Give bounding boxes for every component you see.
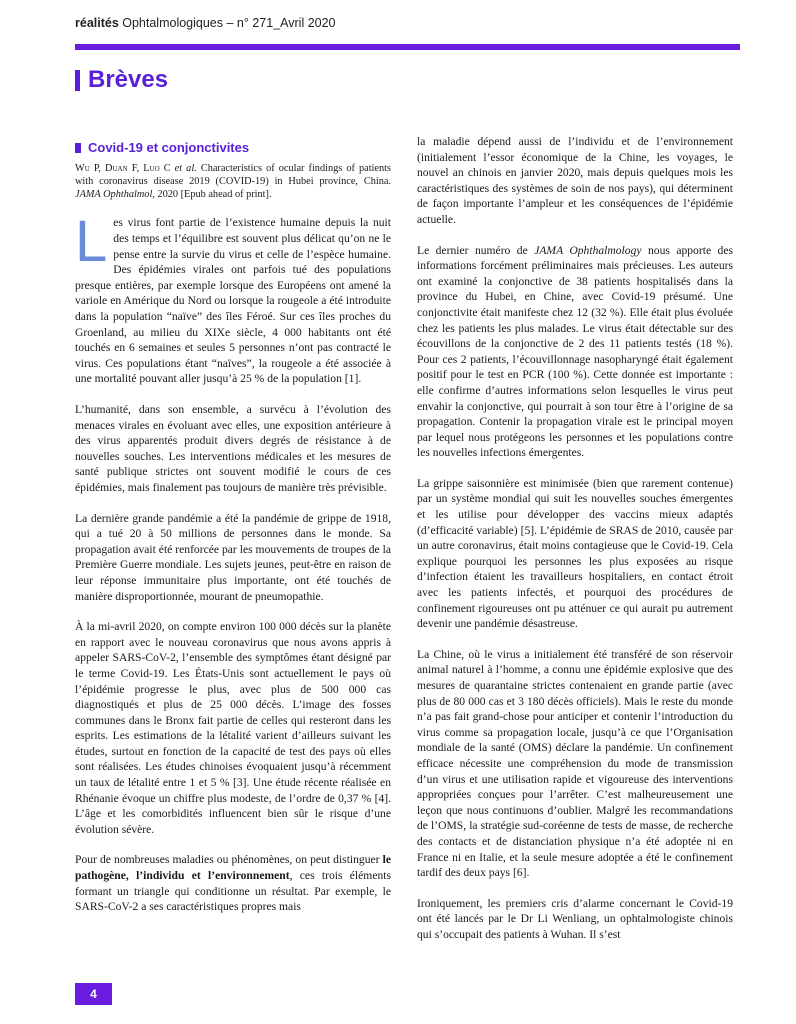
left-column bbox=[75, 140, 391, 930]
paragraph-2: L’humanité, dans son ensemble, a survécu à l’évolution des menaces virales en évoluant avec elles, une exposition antérieure à des virus apparentés produit divers degrés de résistance à de nouvelles souches. Les interventions médicales et les mesures de santé publique strictes ont souvent modifié le cours de ces épidémies, mais finalement pas toujours de manière très prévisible. bbox=[75, 403, 391, 494]
ref-journal: JAMA Ophthalmol bbox=[75, 189, 153, 201]
article-title-marker bbox=[75, 143, 81, 153]
paragraph-r4: La Chine, où le virus a initialement été transféré de son réservoir animal naturel à l’homme, a connu une épidémie explosive que des mesures de quarantaine strictes contenaient en grande partie (avec plus de 80 000 cas et 3 180 décès officiels). Mais le reste du monde n’a pas fait grand-chose pour anticiper et contenir l’introduction du virus comme sa propagation locale, jusqu’à ce que l’Organisation mondiale de la santé (OMS) déclare la pandémie. Un confinement efficace nécessite une compréhension du mode de transmission d’un virus et une utilisation rapide et vigoureuse des interventions appropriées conçues pour l’arrêter. C’est malheureusement une leçon que nous continuons d’oublier. Malgré les recommandations de l’OMS, la stratégie sud-coréenne de tests de masse, de recherche des contacts et de distanciation physique n’a été adoptée ni en France ni en Italie, et la seule mesure adoptée a été le confinement tardif des deux pays [6]. bbox=[417, 647, 733, 880]
r2-end: nous apporte des informations forcément préliminaires mais précieuses. Les auteurs ont examiné la conjonctive de 38 patients hospitalisés dans la province du Hubei, en Chine, avec Covid-19 présumé. Une conjonctivite était manifeste chez 12 (32 %). Elle était plus évoluée chez les patients les plus malades. Le virus était détectable sur des écouvillons de la conjonctive de 2 des 11 patients testés (18 %). Pour ces 2 patients, l’écouvillonnage nasopharyngé était également positif pour le test en PCR (100 %). Cette donnée est importante : elle confirme d’autres informations selon lesquelles le virus peut envahir la conjonctive, qui pourrait à son tour être à l’origine de sa propagation. Contenir la propagation virale est le principal moyen par lequel nous protégeons les personnes et les populations contre les nouvelles infections émergentes. bbox=[417, 243, 733, 460]
paragraph-r1: la maladie dépend aussi de l’individu et de l’environnement (initialement l’essor économique de la Chine, les voyages, le nouvel an chinois en janvier 2020, mais depuis quelques mois les caractéristiques des systèmes de soin de nos pays), qui déterminent de façon importante l’ampleur et les conséquences de l’épidémie actuelle. bbox=[417, 135, 733, 226]
running-header bbox=[75, 16, 336, 30]
ref-authors: Wu P, Duan F, Luo C bbox=[75, 162, 171, 174]
ref-end: , 2020 [Epub ahead of print]. bbox=[152, 189, 272, 201]
section-marker bbox=[75, 70, 80, 91]
header-rule bbox=[75, 44, 740, 50]
p5-start: Pour de nombreuses maladies ou phénomènes, on peut distinguer bbox=[75, 853, 383, 867]
paragraph-r3: La grippe saisonnière est minimisée (bien que rarement contenue) par un système mondial qui suit les nouvelles souches émergentes et les utilise pour développer des vaccins mieux adaptés (d’efficacité variable) [5]. L’épidémie de SRAS de 2010, causée par un autre coronavirus, était moins contagieuse que le Covid-19. Cela explique pourquoi les personnes les plus exposées au risque d’infection étaient les travailleurs hospitaliers, en contact étroit avec les patients infectés, et pourquoi des procédures de confinement rigoureuses ont pu atténuer ce qui aurait pu autrement devenir une pandémie désastreuse. bbox=[417, 476, 733, 631]
paragraph-1-text: es virus font partie de l’existence humaine depuis la nuit des temps et l’équilibre est souvent plus délicat qu’on ne le pense entre la survie du virus et celle de l’espèce humaine. Des épidémies virales ont parfois tué des populations presque entières, par exemple lorsque des Européens ont amené la variole en Amérique du Nord ou lorsque la rougeole a été introduite dans la population “naïve” des îles Féroé. Sur ces îles proches du Groenland, au milieu du XIXe siècle, 4 000 habitants ont été touchés en 6 semaines et seules 5 personnes n’ont pas contracté le virus. Ces populations étant “naïves”, la rougeole a été associée à une mortalité pouvant aller jusqu’à 25 % de la population [1]. bbox=[75, 216, 391, 386]
page-number: 4 bbox=[75, 983, 112, 1005]
paragraph-r2 bbox=[417, 243, 733, 461]
drop-cap: L bbox=[75, 209, 108, 275]
ref-etal: et al. bbox=[170, 162, 197, 174]
journal-issue: Ophtalmologiques – n° 271_Avril 2020 bbox=[118, 16, 336, 30]
paragraph-3: La dernière grande pandémie a été la pandémie de grippe de 1918, qui a tué 20 à 50 millions de personnes dans le monde. Sa propagation avait été renforcée par les mouvements de troupes de la Première Guerre mondiale. Les sujets jeunes, peut-être en raison de leur réponse immunitaire plus importante, ont été touchés de manière disproportionnée, mourant de pneumopathie. bbox=[75, 511, 391, 603]
paragraph-4: À la mi-avril 2020, on compte environ 100 000 décès sur la planète en rapport avec le nouveau coronavirus que nous avons appris à appeler SARS-CoV-2, l’ensemble des symptômes étant désigné par le terme Covid-19. Les États-Unis sont actuellement le pays où l’épidémie progresse le plus, avec plus de 500 000 cas diagnostiqués et plus de 25 000 décès. L’image des fosses communes dans le Bronx fait partie de celles qui resteront dans les esprits. Les estimations de la létalité varient d’ailleurs suivant les études, surtout en fonction de la capacité de test des pays où elles sont réalisées. Les études chinoises évoquaient jusqu’à récemment un taux de létalité entre 1 et 5 % [3]. Une étude récente réalisée en Rhénanie évoque un chiffre plus modeste, de l’ordre de 0,37 % [4]. L’âge et les comorbidités influencent bien sûr le risque d’une évolution sévère. bbox=[75, 620, 391, 836]
right-column bbox=[417, 134, 733, 958]
ref-text: Characteristics of ocular findings of patients with coronavirus disease 2019 (COVID-19) in Hubei province, China. bbox=[75, 162, 391, 187]
section-title bbox=[75, 66, 168, 94]
r2-journal: JAMA Ophthalmology bbox=[534, 243, 642, 257]
paragraph-r5: Ironiquement, les premiers cris d’alarme concernant le Covid-19 ont été lancés par le Dr Li Wenliang, un ophtalmologiste chinois qui s’occupait des patients à Wuhan. Il s’est bbox=[417, 896, 733, 941]
article-title bbox=[75, 140, 391, 156]
journal-brand: réalités bbox=[75, 16, 119, 30]
section-title-text: Brèves bbox=[88, 66, 169, 93]
p5-end: , ces trois éléments formant un triangle qui conditionne un résultat. Par exemple, le SARS-CoV-2 a ses caractéristiques propres mais bbox=[75, 869, 391, 914]
p5-bold: le pathogène, l’individu et l’environnement bbox=[75, 853, 391, 883]
article-reference bbox=[75, 162, 391, 202]
paragraph-1 bbox=[75, 209, 391, 387]
article-title-text: Covid-19 et conjonctivites bbox=[88, 140, 250, 155]
paragraph-5 bbox=[75, 852, 391, 914]
r2-start: Le dernier numéro de bbox=[417, 243, 535, 257]
